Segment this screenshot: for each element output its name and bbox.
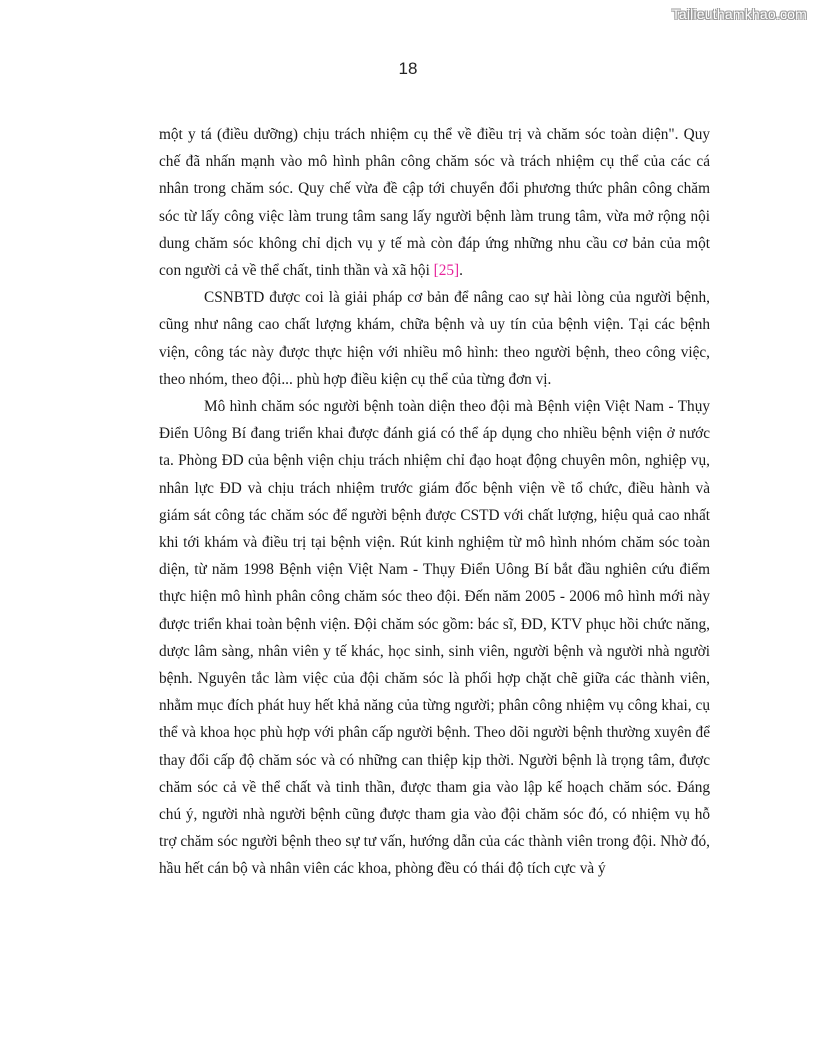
paragraph-csnbtd: CSNBTD được coi là giải pháp cơ bản để nâng cao sự hài lòng của người bệnh, cũng như nâng cao chất lượng khám, chữa bệnh và uy tín của bệnh viện. Tại các bệnh viện, công tác này được thực hiện với nhiều mô hình: theo người bệnh, theo công việc, theo nhóm, theo đội... phù hợp điều kiện cụ thể của từng đơn vị. (159, 289, 710, 388)
paragraph-text: một y tá (điều dưỡng) chịu trách nhiệm cụ thể về điều trị và chăm sóc toàn diện". Quy chế đã nhấn mạnh vào mô hình phân công chăm sóc và trách nhiệm cụ thể của các cá nhân trong chăm sóc. Quy chế vừa đề cập tới chuyển đổi phương thức phân công chăm sóc từ lấy công việc làm trung tâm sang lấy người bệnh làm trung tâm, vừa mở rộng nội dung chăm sóc không chỉ dịch vụ y tế mà còn đáp ứng những nhu cầu cơ bản của một con người cả về thể chất, tinh thần và xã hội (159, 126, 710, 280)
paragraph-continuation (159, 121, 710, 284)
watermark-text: Tailieuthamkhao.com (671, 6, 807, 22)
document-body (159, 121, 710, 883)
citation-link[interactable]: [25] (433, 262, 460, 280)
page-number: 18 (398, 59, 418, 78)
paragraph-team-care-model: Mô hình chăm sóc người bệnh toàn diện theo đội mà Bệnh viện Việt Nam - Thụy Điển Uông Bí đang triển khai được đánh giá có thể áp dụng cho nhiều bệnh viện ở nước ta. Phòng ĐD của bệnh viện chịu trách nhiệm chỉ đạo hoạt động chuyên môn, nghiệp vụ, nhân lực ĐD và chịu trách nhiệm trước giám đốc bệnh viện về tổ chức, điều hành và giám sát công tác chăm sóc để người bệnh được CSTD với chất lượng, hiệu quả cao nhất khi tới khám và điều trị tại bệnh viện. Rút kinh nghiệm từ mô hình nhóm chăm sóc toàn diện, từ năm 1998 Bệnh viện Việt Nam - Thụy Điển Uông Bí bắt đầu nghiên cứu điểm thực hiện mô hình phân công chăm sóc theo đội. Đến năm 2005 - 2006 mô hình mới này được triển khai toàn bệnh viện. Đội chăm sóc gồm: bác sĩ, ĐD, KTV phục hồi chức năng, dược lâm sàng, nhân viên y tế khác, học sinh, sinh viên, người bệnh và người nhà người bệnh. Nguyên tắc làm việc của đội chăm sóc là phối hợp chặt chẽ giữa các thành viên, nhằm mục đích phát huy hết khả năng của từng người; phân công nhiệm vụ công khai, cụ thể và khoa học phù hợp với phân cấp người bệnh. Theo dõi người bệnh thường xuyên để thay đổi cấp độ chăm sóc và có những can thiệp kịp thời. Người bệnh là trọng tâm, được chăm sóc cả về thể chất và tinh thần, được tham gia vào lập kế hoạch chăm sóc. Đáng chú ý, người nhà người bệnh cũng được tham gia vào đội chăm sóc đó, có nhiệm vụ hỗ trợ chăm sóc người bệnh theo sự tư vấn, hướng dẫn của các thành viên trong đội. Nhờ đó, hầu hết cán bộ và nhân viên các khoa, phòng đều có thái độ tích cực và ý (159, 398, 710, 878)
paragraph-tail: . (459, 262, 463, 280)
